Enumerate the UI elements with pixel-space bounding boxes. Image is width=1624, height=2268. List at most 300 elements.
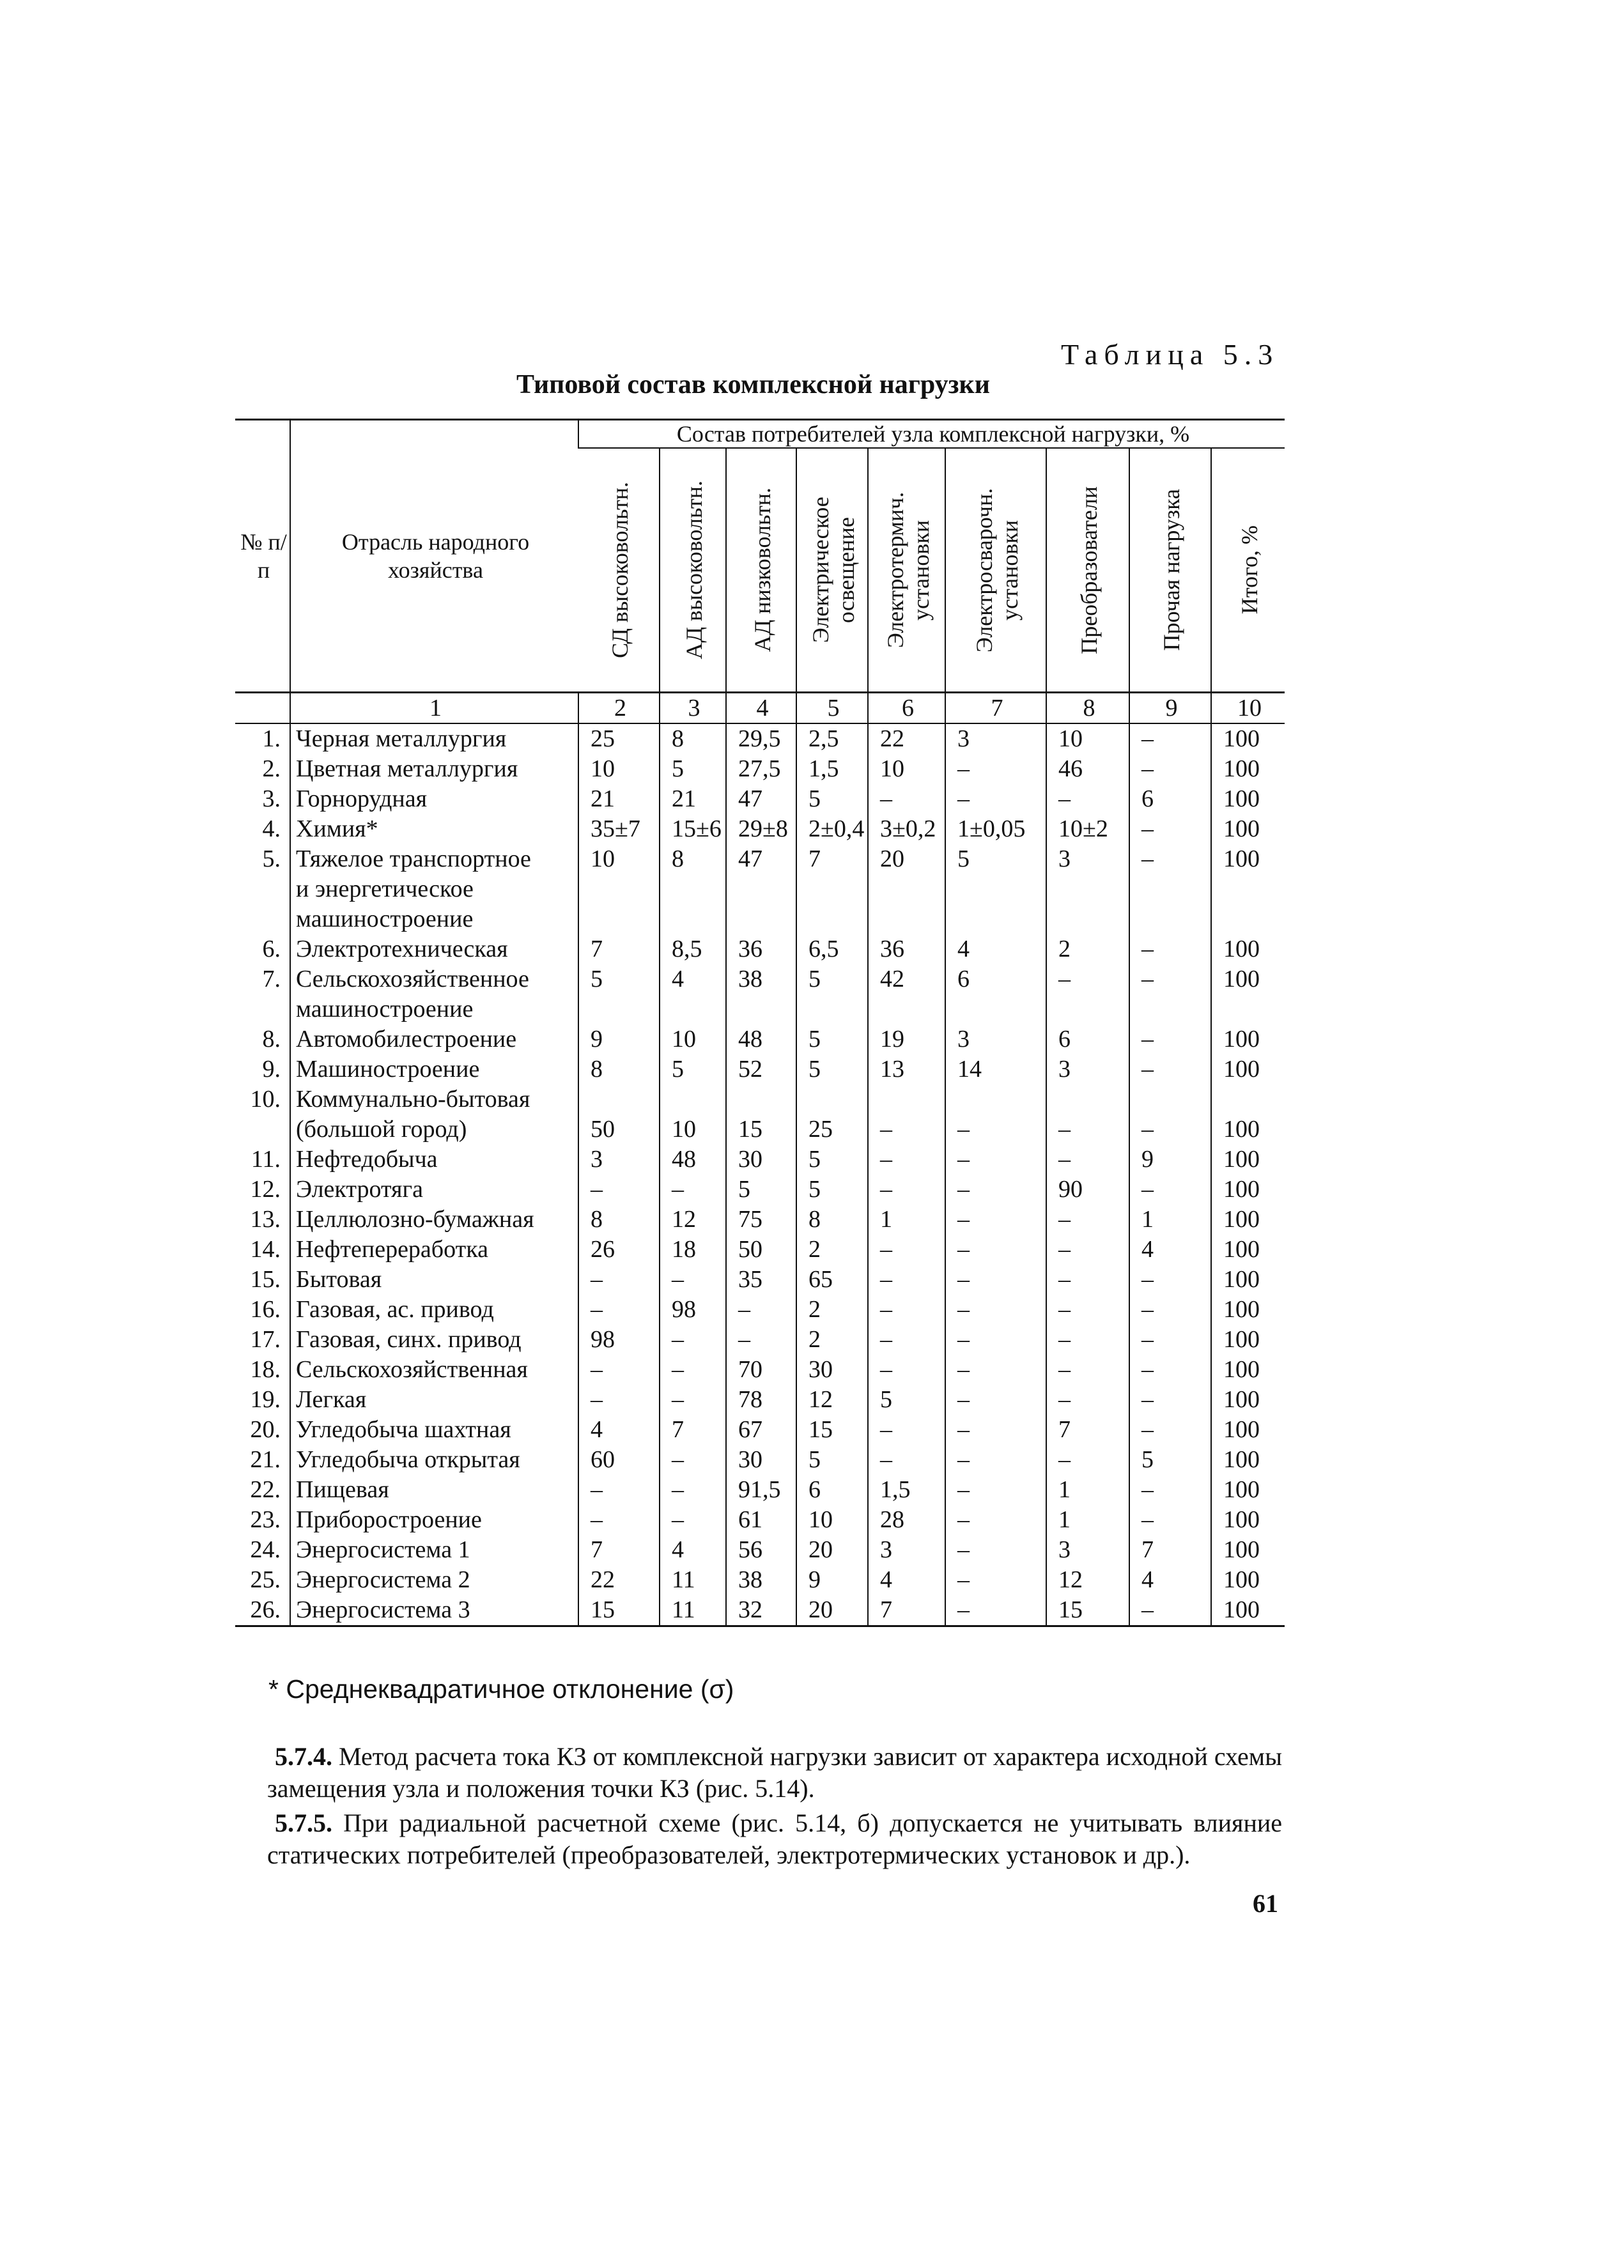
value-cell: 3 xyxy=(868,1535,945,1565)
value-cell: – xyxy=(1129,814,1211,844)
table-row xyxy=(235,1355,1285,1385)
table-row xyxy=(235,1415,1285,1445)
value-cell: – xyxy=(1129,1595,1211,1626)
value-cell: – xyxy=(578,1475,660,1505)
table-row xyxy=(235,964,1285,1024)
table-row xyxy=(235,844,1285,934)
value-cell: 91,5 xyxy=(726,1475,796,1505)
value-cell: – xyxy=(1046,1205,1129,1235)
value-cell: 3±0,2 xyxy=(868,814,945,844)
value-cell: – xyxy=(1129,1295,1211,1325)
value-cell: – xyxy=(945,1205,1046,1235)
value-cell: 1 xyxy=(1046,1505,1129,1535)
value-cell: 13 xyxy=(868,1054,945,1084)
table-body xyxy=(235,723,1285,1626)
value-cell: 29,5 xyxy=(726,723,796,754)
value-cell: – xyxy=(726,1295,796,1325)
value-cell: 5 xyxy=(660,754,726,784)
value-cell: – xyxy=(868,1295,945,1325)
table-row xyxy=(235,1235,1285,1265)
value-cell: 70 xyxy=(726,1355,796,1385)
value-cell: 10 xyxy=(660,1024,726,1054)
column-number xyxy=(235,693,290,724)
value-cell: 8 xyxy=(796,1205,868,1235)
header-col: Электрическое освещение xyxy=(796,448,868,693)
value-cell: 7 xyxy=(1129,1535,1211,1565)
value-cell: 100 xyxy=(1211,1054,1285,1084)
value-cell: 100 xyxy=(1211,1505,1285,1535)
value-cell: – xyxy=(1129,1475,1211,1505)
value-cell: – xyxy=(945,1445,1046,1475)
value-cell: 15 xyxy=(1046,1595,1129,1626)
value-cell: 100 xyxy=(1211,1265,1285,1295)
value-cell: – xyxy=(1046,964,1129,1024)
value-cell: – xyxy=(660,1385,726,1415)
table-row xyxy=(235,1024,1285,1054)
value-cell: 25 xyxy=(578,723,660,754)
value-cell: 100 xyxy=(1211,1295,1285,1325)
value-cell: 6 xyxy=(1046,1024,1129,1054)
branch-name: Угледобыча шахтная xyxy=(290,1415,578,1445)
row-number: 25. xyxy=(250,1566,281,1593)
header-branch: Отрасль народного хозяйства xyxy=(290,420,578,693)
value-cell: – xyxy=(945,1595,1046,1626)
branch-name: Энергосистема 1 xyxy=(290,1535,578,1565)
row-number: 11. xyxy=(251,1146,281,1173)
value-cell: 36 xyxy=(726,934,796,964)
value-cell: 30 xyxy=(796,1355,868,1385)
value-cell: 15 xyxy=(726,1084,796,1145)
column-number: 6 xyxy=(868,693,945,724)
value-cell: – xyxy=(1046,1325,1129,1355)
row-number: 6. xyxy=(262,936,281,962)
value-cell: – xyxy=(868,1084,945,1145)
value-cell: 10 xyxy=(660,1084,726,1145)
column-number: 4 xyxy=(726,693,796,724)
value-cell: 42 xyxy=(868,964,945,1024)
value-cell: 11 xyxy=(660,1565,726,1595)
value-cell: – xyxy=(945,1535,1046,1565)
value-cell: 48 xyxy=(726,1024,796,1054)
value-cell: 25 xyxy=(796,1084,868,1145)
page-number: 61 xyxy=(1253,1889,1278,1918)
value-cell: 4 xyxy=(660,964,726,1024)
row-number: 10. xyxy=(250,1086,281,1113)
row-number: 17. xyxy=(250,1326,281,1353)
value-cell: 28 xyxy=(868,1505,945,1535)
row-number: 2. xyxy=(262,755,281,782)
branch-name: Целлюлозно-бумажная xyxy=(290,1205,578,1235)
table-row xyxy=(235,814,1285,844)
value-cell: 2 xyxy=(796,1325,868,1355)
column-number: 2 xyxy=(578,693,660,724)
row-number: 16. xyxy=(250,1296,281,1323)
value-cell: 7 xyxy=(868,1595,945,1626)
branch-name: Угледобыча открытая xyxy=(290,1445,578,1475)
value-cell: 2 xyxy=(796,1295,868,1325)
value-cell: 3 xyxy=(945,1024,1046,1054)
table-row xyxy=(235,1175,1285,1205)
value-cell: – xyxy=(945,1415,1046,1445)
footnote: * Среднеквадратичное отклонение (σ) xyxy=(268,1674,734,1704)
value-cell: – xyxy=(945,1355,1046,1385)
value-cell: – xyxy=(1129,1355,1211,1385)
value-cell: – xyxy=(945,784,1046,814)
value-cell: 100 xyxy=(1211,1024,1285,1054)
value-cell: 20 xyxy=(868,844,945,934)
paragraph xyxy=(267,1741,1282,1805)
value-cell: 47 xyxy=(726,844,796,934)
value-cell: – xyxy=(1046,784,1129,814)
paragraph xyxy=(267,1807,1282,1871)
value-cell: 100 xyxy=(1211,1565,1285,1595)
branch-name: Электротяга xyxy=(290,1175,578,1205)
value-cell: 9 xyxy=(1129,1145,1211,1175)
value-cell: – xyxy=(1129,844,1211,934)
value-cell: 100 xyxy=(1211,1535,1285,1565)
value-cell: – xyxy=(945,1295,1046,1325)
value-cell: 3 xyxy=(1046,1054,1129,1084)
header-col: АД низковольтн. xyxy=(726,448,796,693)
value-cell: 7 xyxy=(578,1535,660,1565)
column-number: 1 xyxy=(290,693,578,724)
value-cell: 47 xyxy=(726,784,796,814)
value-cell: – xyxy=(1129,1415,1211,1445)
value-cell: 10 xyxy=(796,1505,868,1535)
value-cell: – xyxy=(578,1175,660,1205)
value-cell: 4 xyxy=(1129,1235,1211,1265)
branch-name: Автомобилестроение xyxy=(290,1024,578,1054)
column-number: 3 xyxy=(660,693,726,724)
value-cell: 5 xyxy=(796,784,868,814)
value-cell: – xyxy=(660,1175,726,1205)
value-cell: 21 xyxy=(660,784,726,814)
branch-name: Энергосистема 2 xyxy=(290,1565,578,1595)
table-row xyxy=(235,754,1285,784)
row-number: 21. xyxy=(250,1446,281,1473)
value-cell: – xyxy=(578,1295,660,1325)
branch-name: Электротехническая xyxy=(290,934,578,964)
value-cell: 5 xyxy=(660,1054,726,1084)
value-cell: 100 xyxy=(1211,1325,1285,1355)
value-cell: 11 xyxy=(660,1595,726,1626)
value-cell: 5 xyxy=(796,1054,868,1084)
value-cell: 22 xyxy=(578,1565,660,1595)
value-cell: 100 xyxy=(1211,1445,1285,1475)
value-cell: 8 xyxy=(660,844,726,934)
value-cell: 6 xyxy=(796,1475,868,1505)
value-cell: 7 xyxy=(578,934,660,964)
value-cell: 35 xyxy=(726,1265,796,1295)
value-cell: 100 xyxy=(1211,1385,1285,1415)
load-composition-table xyxy=(235,419,1285,1627)
value-cell: 30 xyxy=(726,1445,796,1475)
paragraph-text: Метод расчета тока КЗ от комплексной нагрузки зависит от характера исходной схемы замещения узла и положения точки КЗ (рис. 5.14). xyxy=(267,1742,1282,1803)
column-number: 9 xyxy=(1129,693,1211,724)
value-cell: – xyxy=(868,1355,945,1385)
row-number: 15. xyxy=(250,1266,281,1293)
value-cell: – xyxy=(945,754,1046,784)
value-cell: 7 xyxy=(796,844,868,934)
value-cell: 100 xyxy=(1211,844,1285,934)
value-cell: – xyxy=(868,784,945,814)
table-row xyxy=(235,934,1285,964)
value-cell: – xyxy=(1129,1084,1211,1145)
header-col: Преобразователи xyxy=(1046,448,1129,693)
value-cell: 2 xyxy=(1046,934,1129,964)
value-cell: 10 xyxy=(578,844,660,934)
value-cell: 1,5 xyxy=(796,754,868,784)
value-cell: – xyxy=(1129,1024,1211,1054)
table-row xyxy=(235,1295,1285,1325)
column-number: 8 xyxy=(1046,693,1129,724)
value-cell: 15 xyxy=(578,1595,660,1626)
value-cell: 5 xyxy=(578,964,660,1024)
table-row xyxy=(235,1385,1285,1415)
table-row xyxy=(235,1475,1285,1505)
row-number: 1. xyxy=(262,725,281,752)
value-cell: – xyxy=(945,1475,1046,1505)
value-cell: – xyxy=(1129,1265,1211,1295)
value-cell: 10 xyxy=(1046,723,1129,754)
value-cell: 60 xyxy=(578,1445,660,1475)
value-cell: – xyxy=(868,1445,945,1475)
value-cell: 1 xyxy=(1046,1475,1129,1505)
value-cell: 7 xyxy=(1046,1415,1129,1445)
value-cell: 29±8 xyxy=(726,814,796,844)
value-cell: 2±0,4 xyxy=(796,814,868,844)
value-cell: – xyxy=(1129,723,1211,754)
branch-name: Нефтедобыча xyxy=(290,1145,578,1175)
value-cell: 18 xyxy=(660,1235,726,1265)
value-cell: – xyxy=(660,1475,726,1505)
value-cell: 100 xyxy=(1211,964,1285,1024)
value-cell: 1±0,05 xyxy=(945,814,1046,844)
header-col: Электросварочн. установки xyxy=(945,448,1046,693)
value-cell: – xyxy=(1046,1145,1129,1175)
value-cell: 3 xyxy=(945,723,1046,754)
value-cell: 6 xyxy=(945,964,1046,1024)
table-row xyxy=(235,1445,1285,1475)
value-cell: 19 xyxy=(868,1024,945,1054)
value-cell: 100 xyxy=(1211,1145,1285,1175)
row-number: 18. xyxy=(250,1356,281,1383)
row-number: 7. xyxy=(262,966,281,992)
value-cell: 100 xyxy=(1211,1205,1285,1235)
value-cell: – xyxy=(660,1445,726,1475)
value-cell: 90 xyxy=(1046,1175,1129,1205)
value-cell: 15 xyxy=(796,1415,868,1445)
row-number: 26. xyxy=(235,1595,290,1626)
value-cell: – xyxy=(868,1325,945,1355)
header-col: Электротермич. установки xyxy=(868,448,945,693)
value-cell: – xyxy=(1129,964,1211,1024)
value-cell: 48 xyxy=(660,1145,726,1175)
row-number: 3. xyxy=(262,785,281,812)
branch-name: Приборостроение xyxy=(290,1505,578,1535)
value-cell: – xyxy=(1129,1175,1211,1205)
value-cell: 100 xyxy=(1211,723,1285,754)
row-number: 19. xyxy=(250,1386,281,1413)
value-cell: – xyxy=(868,1235,945,1265)
value-cell: 26 xyxy=(578,1235,660,1265)
value-cell: 2,5 xyxy=(796,723,868,754)
value-cell: 9 xyxy=(578,1024,660,1054)
row-number: 5. xyxy=(262,845,281,872)
value-cell: 46 xyxy=(1046,754,1129,784)
value-cell: – xyxy=(868,1145,945,1175)
header-col: Итого, % xyxy=(1211,448,1285,693)
branch-name: Горнорудная xyxy=(290,784,578,814)
value-cell: 12 xyxy=(796,1385,868,1415)
branch-name: Бытовая xyxy=(290,1265,578,1295)
value-cell: – xyxy=(660,1355,726,1385)
column-number: 7 xyxy=(945,693,1046,724)
header-group: Состав потребителей узла комплексной нагрузки, % xyxy=(578,420,1285,449)
column-number: 5 xyxy=(796,693,868,724)
value-cell: 8 xyxy=(578,1205,660,1235)
table-label: Таблица 5.3 xyxy=(1061,338,1280,371)
value-cell: – xyxy=(945,1505,1046,1535)
table-row xyxy=(235,1054,1285,1084)
value-cell: 15±6 xyxy=(660,814,726,844)
row-number: 14. xyxy=(250,1236,281,1263)
table-row xyxy=(235,723,1285,754)
row-number: 23. xyxy=(250,1506,281,1533)
branch-name: Цветная металлургия xyxy=(290,754,578,784)
value-cell: – xyxy=(726,1325,796,1355)
table-row xyxy=(235,1325,1285,1355)
value-cell: – xyxy=(945,1565,1046,1595)
value-cell: – xyxy=(1046,1235,1129,1265)
value-cell: 10 xyxy=(578,754,660,784)
branch-name: Химия* xyxy=(290,814,578,844)
value-cell: 38 xyxy=(726,964,796,1024)
value-cell: 12 xyxy=(1046,1565,1129,1595)
value-cell: 27,5 xyxy=(726,754,796,784)
branch-name: Сельскохозяйственная xyxy=(290,1355,578,1385)
branch-name: Пищевая xyxy=(290,1475,578,1505)
value-cell: – xyxy=(1129,1325,1211,1355)
table-row xyxy=(235,1205,1285,1235)
branch-name: Газовая, синх. привод xyxy=(290,1325,578,1355)
table-row xyxy=(235,1265,1285,1295)
value-cell: 100 xyxy=(1211,934,1285,964)
table-row xyxy=(235,1145,1285,1175)
value-cell: – xyxy=(945,1385,1046,1415)
value-cell: 100 xyxy=(1211,784,1285,814)
value-cell: – xyxy=(945,1175,1046,1205)
value-cell: – xyxy=(1046,1295,1129,1325)
value-cell: 50 xyxy=(726,1235,796,1265)
table-row xyxy=(235,1565,1285,1595)
value-cell: – xyxy=(945,1265,1046,1295)
value-cell: 3 xyxy=(578,1145,660,1175)
value-cell: 1 xyxy=(1129,1205,1211,1235)
value-cell: 56 xyxy=(726,1535,796,1565)
value-cell: 67 xyxy=(726,1415,796,1445)
paragraph-number: 5.7.4. xyxy=(275,1742,332,1771)
value-cell: 6 xyxy=(1129,784,1211,814)
value-cell: 22 xyxy=(868,723,945,754)
value-cell: 20 xyxy=(796,1535,868,1565)
table-row xyxy=(235,1505,1285,1535)
value-cell: 4 xyxy=(945,934,1046,964)
value-cell: 5 xyxy=(796,1145,868,1175)
value-cell: 98 xyxy=(578,1325,660,1355)
row-number: 22. xyxy=(250,1476,281,1503)
value-cell: – xyxy=(868,1175,945,1205)
row-number: 13. xyxy=(250,1206,281,1233)
value-cell: 100 xyxy=(1211,1415,1285,1445)
column-number: 10 xyxy=(1211,693,1285,724)
value-cell: 30 xyxy=(726,1145,796,1175)
value-cell: 7 xyxy=(660,1415,726,1445)
value-cell: – xyxy=(1046,1445,1129,1475)
branch-name: Тяжелое транспортное и энергетическое машиностроение xyxy=(290,844,578,934)
value-cell: – xyxy=(1129,934,1211,964)
value-cell: 5 xyxy=(945,844,1046,934)
value-cell: 5 xyxy=(868,1385,945,1415)
value-cell: 100 xyxy=(1211,1175,1285,1205)
value-cell: – xyxy=(578,1355,660,1385)
branch-name: Машиностроение xyxy=(290,1054,578,1084)
value-cell: 78 xyxy=(726,1385,796,1415)
value-cell: 5 xyxy=(726,1175,796,1205)
row-number: 8. xyxy=(262,1026,281,1053)
value-cell: 4 xyxy=(578,1415,660,1445)
value-cell: – xyxy=(945,1325,1046,1355)
row-number: 24. xyxy=(250,1536,281,1563)
value-cell: – xyxy=(1129,1505,1211,1535)
value-cell: 12 xyxy=(660,1205,726,1235)
value-cell: – xyxy=(1129,754,1211,784)
row-number: 20. xyxy=(250,1416,281,1443)
row-number: 12. xyxy=(250,1176,281,1203)
value-cell: 10 xyxy=(868,754,945,784)
value-cell: 1,5 xyxy=(868,1475,945,1505)
value-cell: 36 xyxy=(868,934,945,964)
value-cell: 4 xyxy=(1129,1565,1211,1595)
value-cell: 35±7 xyxy=(578,814,660,844)
value-cell: 2 xyxy=(796,1235,868,1265)
table-row xyxy=(235,1595,1285,1626)
value-cell: – xyxy=(660,1505,726,1535)
value-cell: – xyxy=(578,1385,660,1415)
row-number: 9. xyxy=(262,1056,281,1083)
table-row xyxy=(235,784,1285,814)
value-cell: 75 xyxy=(726,1205,796,1235)
value-cell: 5 xyxy=(796,1024,868,1054)
header-col: СД высоковольтн. xyxy=(607,482,633,658)
value-cell: 6,5 xyxy=(796,934,868,964)
value-cell: 65 xyxy=(796,1265,868,1295)
value-cell: – xyxy=(945,1235,1046,1265)
value-cell: 52 xyxy=(726,1054,796,1084)
value-cell: 100 xyxy=(1211,814,1285,844)
table-title: Типовой состав комплексной нагрузки xyxy=(516,370,990,399)
value-cell: 20 xyxy=(796,1595,868,1626)
value-cell: – xyxy=(868,1265,945,1295)
branch-name: Сельскохозяйственное машиностроение xyxy=(290,964,578,1024)
value-cell: 4 xyxy=(660,1535,726,1565)
value-cell: 50 xyxy=(578,1084,660,1145)
branch-name: Черная металлургия xyxy=(290,723,578,754)
value-cell: 3 xyxy=(1046,844,1129,934)
value-cell: 5 xyxy=(796,1445,868,1475)
value-cell: 4 xyxy=(868,1565,945,1595)
value-cell: – xyxy=(945,1084,1046,1145)
